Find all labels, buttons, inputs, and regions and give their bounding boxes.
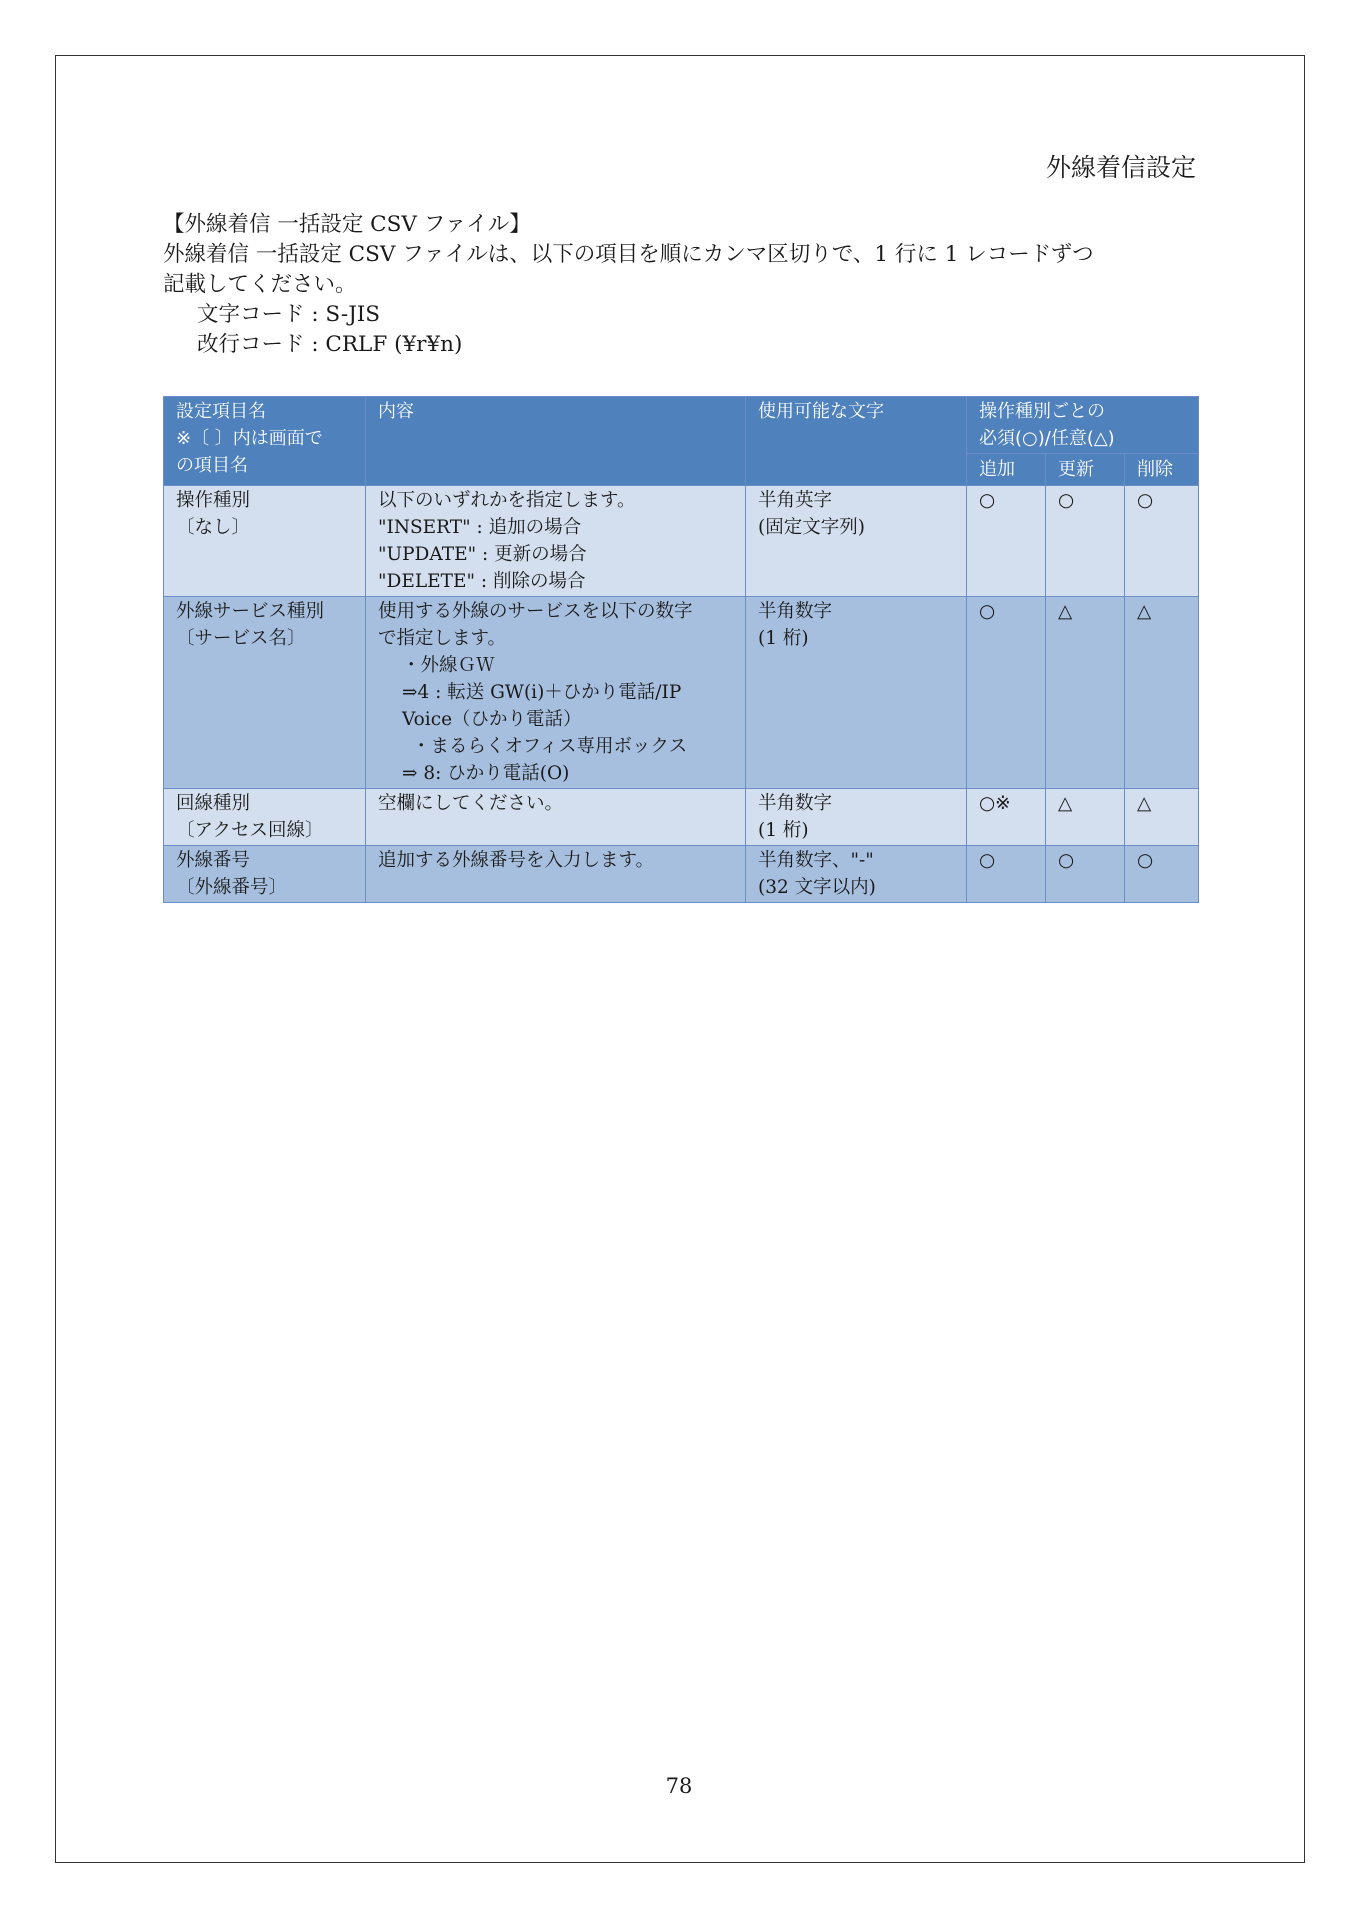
- row-item-name: 外線番号 〔外線番号〕: [164, 846, 366, 903]
- row-usable-chars: 半角英字 (固定文字列): [746, 486, 967, 597]
- row-content: 空欄にしてください。: [366, 789, 746, 846]
- header-content: 内容: [366, 397, 746, 486]
- csv-spec-table: [163, 396, 1199, 903]
- row-item-name: 回線種別 〔アクセス回線〕: [164, 789, 366, 846]
- row-add-mark: ○: [967, 846, 1046, 903]
- intro-text-line-1: 外線着信 一括設定 CSV ファイルは、以下の項目を順にカンマ区切りで、1 行に 1 レコードずつ: [163, 242, 1094, 267]
- row-delete-mark: ○: [1125, 486, 1199, 597]
- row-usable-chars: 半角数字 (1 桁): [746, 789, 967, 846]
- header-usable-chars: 使用可能な文字: [746, 397, 967, 486]
- charset-line: 文字コード : S-JIS: [197, 302, 381, 327]
- row-delete-mark: △: [1125, 597, 1199, 789]
- row-usable-chars: 半角数字、"-" (32 文字以内): [746, 846, 967, 903]
- row-update-mark: ○: [1046, 846, 1125, 903]
- row-delete-mark: ○: [1125, 846, 1199, 903]
- row-content: 使用する外線のサービスを以下の数字 で指定します。 ・外線ＧＷ ⇒4 : 転送 GW(i)＋ひかり電話/IP Voice（ひかり電話） ・まるらくオフィス専用ボックス ⇒ 8: ひかり電話(O): [366, 597, 746, 789]
- row-item-name: 操作種別 〔なし〕: [164, 486, 366, 597]
- row-add-mark: ○: [967, 597, 1046, 789]
- table-row: [164, 597, 1199, 789]
- row-update-mark: △: [1046, 789, 1125, 846]
- row-add-mark: ○※: [967, 789, 1046, 846]
- intro-text-line-2: 記載してください。: [163, 272, 357, 297]
- row-delete-mark: △: [1125, 789, 1199, 846]
- header-item-name: 設定項目名 ※〔 〕内は画面で の項目名: [164, 397, 366, 486]
- intro-section: [163, 210, 1203, 360]
- table-row: [164, 789, 1199, 846]
- header-op-requirement: 操作種別ごとの 必須(○)/任意(△): [967, 397, 1199, 454]
- header-update: 更新: [1046, 454, 1125, 486]
- header-delete: 削除: [1125, 454, 1199, 486]
- row-update-mark: ○: [1046, 486, 1125, 597]
- page-header-title: 外線着信設定: [1045, 153, 1196, 182]
- row-content: 以下のいずれかを指定します。 "INSERT" : 追加の場合 "UPDATE" : 更新の場合 "DELETE" : 削除の場合: [366, 486, 746, 597]
- row-add-mark: ○: [967, 486, 1046, 597]
- newline-line: 改行コード : CRLF (¥r¥n): [197, 332, 463, 357]
- row-update-mark: △: [1046, 597, 1125, 789]
- row-usable-chars: 半角数字 (1 桁): [746, 597, 967, 789]
- page-number: 78: [665, 1774, 693, 1798]
- row-content: 追加する外線番号を入力します。: [366, 846, 746, 903]
- intro-heading: 【外線着信 一括設定 CSV ファイル】: [163, 212, 531, 237]
- header-add: 追加: [967, 454, 1046, 486]
- row-item-name: 外線サービス種別 〔サービス名〕: [164, 597, 366, 789]
- table-row: [164, 846, 1199, 903]
- table-row: [164, 486, 1199, 597]
